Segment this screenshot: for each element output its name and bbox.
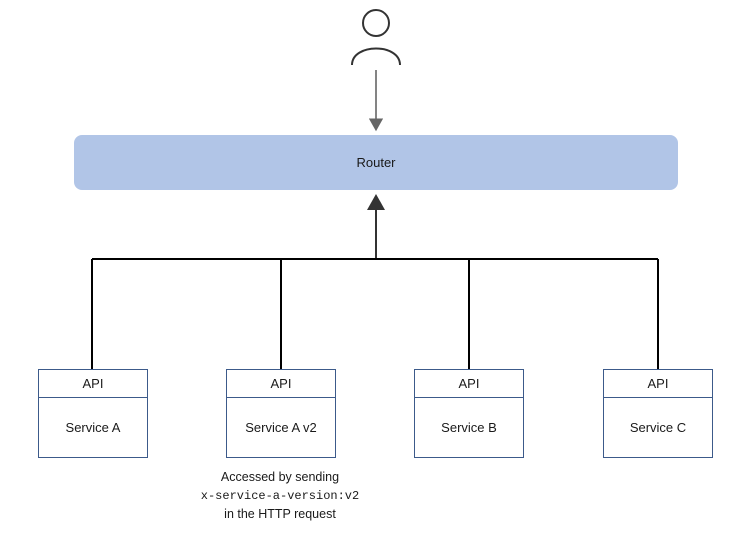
router-node[interactable] [74, 135, 678, 190]
annotation-line-1: Accessed by sending [220, 470, 340, 484]
router-label: Router [356, 155, 396, 170]
annotation-header-value: x-service-a-version:v2 [200, 488, 360, 503]
service-node-a-v2[interactable] [226, 369, 336, 458]
service-node-b[interactable] [414, 369, 524, 458]
service-a-v2-header: API [227, 370, 335, 398]
service-c-header: API [604, 370, 712, 398]
service-node-c[interactable] [603, 369, 713, 458]
service-node-a[interactable] [38, 369, 148, 458]
service-c-name: Service C [629, 420, 687, 435]
service-b-header: API [415, 370, 523, 398]
service-a-v2-annotation [180, 468, 380, 524]
service-a-name: Service A [65, 420, 121, 435]
service-b-name: Service B [441, 420, 497, 435]
service-a-v2-name: Service A v2 [245, 420, 317, 435]
annotation-line-3: in the HTTP request [224, 506, 336, 521]
service-a-header: API [39, 370, 147, 398]
